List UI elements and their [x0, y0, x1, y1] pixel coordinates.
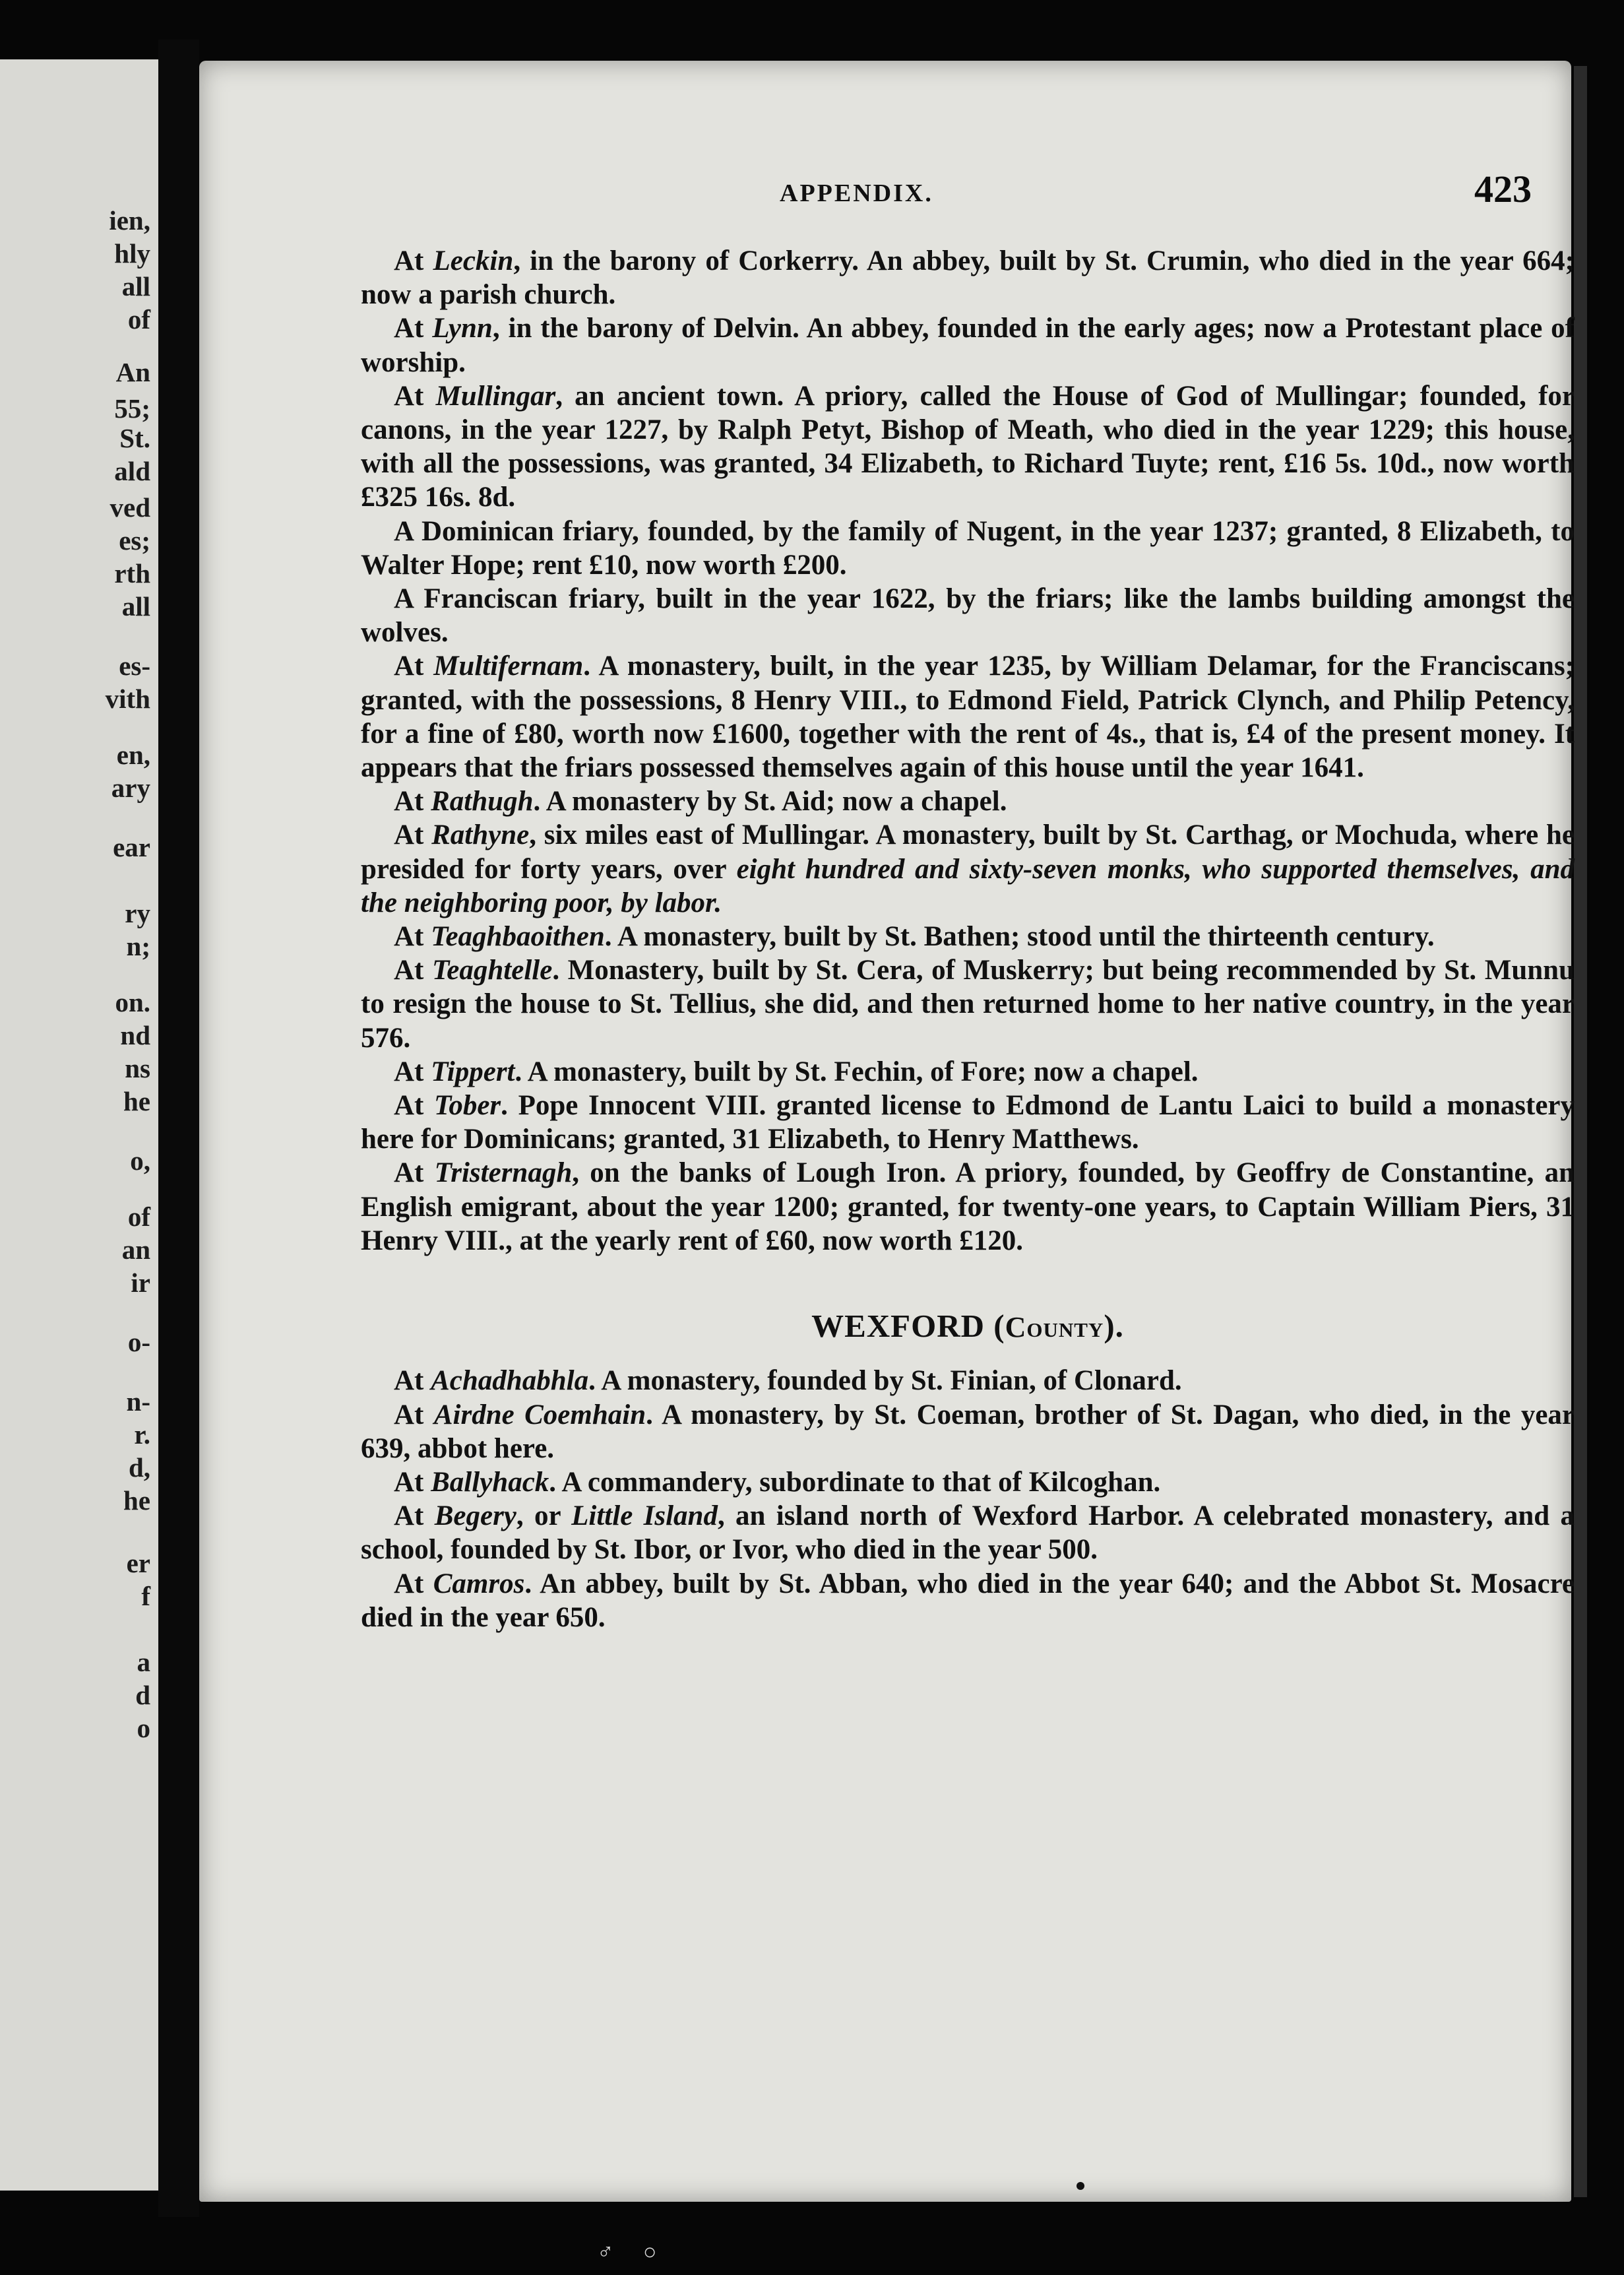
entry-italic-text: eight hundred and sixty-seven monks, who supported themselves, and the neighboring poor, by labor. — [361, 853, 1575, 918]
facing-page-fragment: 55; — [114, 393, 150, 424]
entry-prefix: At — [394, 1090, 435, 1122]
entry-paragraph — [361, 785, 1575, 818]
entry-prefix: At — [394, 1500, 435, 1532]
entry-text: , six miles east of Mullingar. A monastery, built by St. Carthag, or Mochuda, where he presided for forty years, over — [361, 819, 1575, 885]
book-gutter — [158, 40, 199, 2217]
place-name: Leckin — [433, 245, 514, 276]
running-head: APPENDIX. — [780, 179, 933, 207]
place-name: Rathugh — [431, 786, 534, 817]
entry-prefix: At — [394, 651, 434, 682]
entry-text: . A monastery, built by St. Bathen; stood until the thirteenth century. — [604, 921, 1435, 953]
entry-text: . A monastery, by St. Coeman, brother of St. Dagan, who died, in the year 639, abbot here. — [361, 1399, 1575, 1464]
facing-page-fragment: a — [137, 1647, 150, 1677]
facing-page-fragment: St. — [119, 423, 150, 453]
entry-prefix: At — [394, 245, 433, 276]
facing-page-fragment: he — [123, 1485, 150, 1516]
entry-prefix: At — [394, 1157, 435, 1189]
entry-prefix: At — [394, 1399, 434, 1430]
page-edge-shadow — [1574, 66, 1587, 2197]
facing-page-fragment: vith — [105, 684, 150, 714]
place-name: Rathyne — [431, 819, 530, 851]
place-name: Airdne Coemhain — [433, 1399, 646, 1430]
facing-page-fragment: ald — [114, 456, 150, 486]
entry-paragraph — [361, 515, 1575, 582]
facing-page-fragment: ear — [113, 832, 150, 862]
section-title-main: WEXFORD ( — [811, 1308, 1005, 1345]
facing-page-fragment: o, — [130, 1145, 150, 1176]
place-name: Camros — [433, 1568, 525, 1599]
entry-prefix: At — [394, 921, 431, 953]
facing-page-fragment: o- — [127, 1327, 150, 1357]
facing-page-fragment: en, — [116, 740, 150, 770]
entry-prefix: At — [394, 1365, 431, 1397]
entry-text: . A commandery, subordinate to that of Kilcoghan. — [549, 1466, 1161, 1498]
facing-page-fragment: r. — [134, 1419, 150, 1450]
entry-paragraph — [361, 1499, 1575, 1566]
entry-paragraph — [361, 1567, 1575, 1634]
facing-page-edge — [0, 59, 158, 2191]
facing-page-fragment: es; — [119, 525, 150, 556]
westmeath-entries — [361, 244, 1575, 1258]
entry-text: . Monastery, built by St. Cera, of Muskerry; but being recommended by St. Munnu to resign the house to St. Tellius, she did, and then returned home to her native country, in the year 576. — [361, 955, 1575, 1054]
entry-paragraph — [361, 920, 1575, 953]
entry-text: , an island north of Wexford Harbor. A celebrated monastery, and a school, founded by St. Ibor, or Ivor, who died in the year 500. — [361, 1500, 1575, 1566]
facing-page-fragment: he — [123, 1086, 150, 1116]
entry-prefix: At — [394, 1056, 431, 1087]
section-title-close: ). — [1104, 1308, 1124, 1345]
facing-page-fragment: es- — [119, 651, 150, 681]
section-heading-wexford — [361, 1309, 1575, 1344]
facing-page-fragment: n; — [126, 931, 150, 961]
place-name: Tristernagh — [434, 1157, 573, 1189]
entry-paragraph — [361, 1156, 1575, 1258]
entry-text: , in the barony of Corkerry. An abbey, built by St. Crumin, who died in the year 664; now a parish church. — [361, 245, 1575, 311]
entry-paragraph — [361, 818, 1575, 920]
entry-text: , or — [516, 1500, 572, 1532]
entry-paragraph — [361, 582, 1575, 649]
place-name: Multifernam — [433, 651, 584, 682]
entry-paragraph — [361, 244, 1575, 311]
entry-prefix: At — [394, 313, 433, 344]
facing-page-fragment: o — [137, 1713, 150, 1743]
entry-paragraph — [361, 649, 1575, 785]
entry-prefix: At — [394, 380, 436, 412]
place-name: Achadhabhla — [431, 1365, 589, 1397]
entry-text: . An abbey, built by St. Abban, who died in the year 640; and the Abbot St. Mosacre died in the year 650. — [361, 1568, 1575, 1633]
entry-prefix: At — [394, 786, 431, 817]
section-title-small: County — [1005, 1311, 1104, 1344]
entry-prefix: At — [394, 819, 432, 851]
film-marker-2: ○ — [643, 2240, 657, 2264]
place-name: Begery — [434, 1500, 516, 1532]
place-name: Ballyhack — [431, 1466, 549, 1498]
facing-page-fragment: n- — [126, 1386, 150, 1417]
place-name: Lynn — [432, 313, 493, 344]
facing-page-fragment: rth — [114, 558, 150, 589]
entry-prefix: At — [394, 1466, 431, 1498]
film-marker-1: ♂ — [597, 2240, 614, 2264]
entry-paragraph — [361, 311, 1575, 379]
entry-text: . A monastery, built by St. Fechin, of Fore; now a chapel. — [515, 1056, 1199, 1087]
entry-text: . A monastery, built, in the year 1235, by William Delamar, for the Franciscans; granted, with the possessions, 8 Henry VIII., to Edmond Field, Patrick Clynch, and Philip Petency, for a fine of £80, worth now £1600, together with the rent of 4s., that is, £4 of the present money. It appears that the friars possessed themselves again of this house until the year 1641. — [361, 651, 1575, 784]
place-name: Mullingar — [435, 380, 556, 412]
facing-page-fragment: ns — [125, 1053, 150, 1083]
entry-paragraph — [361, 1364, 1575, 1397]
entry-paragraph — [361, 1089, 1575, 1156]
ink-blot — [1077, 2182, 1084, 2190]
entry-paragraph — [361, 1055, 1575, 1089]
entry-paragraph — [361, 379, 1575, 515]
entry-prefix: At — [394, 1568, 433, 1599]
page-header — [199, 168, 1571, 229]
facing-page-fragment: ir — [131, 1267, 150, 1298]
entry-text: . Pope Innocent VIII. granted license to Edmond de Lantu Laici to build a monastery here for Dominicans; granted, 31 Elizabeth, to Henry Matthews. — [361, 1090, 1575, 1155]
facing-page-fragment: f — [141, 1581, 150, 1611]
facing-page-fragment: of — [127, 304, 150, 335]
place-name: Little Island — [571, 1500, 718, 1532]
entry-text: . A monastery by St. Aid; now a chapel. — [533, 786, 1007, 817]
facing-page-fragment: on. — [115, 987, 150, 1017]
facing-page-fragment: of — [127, 1202, 150, 1232]
entry-text: A Dominican friary, founded, by the family of Nugent, in the year 1237; granted, 8 Elizabeth, to Walter Hope; rent £10, now worth £200. — [361, 515, 1575, 581]
place-name: Tober — [434, 1090, 501, 1122]
place-name: Teaghbaoithen — [431, 921, 605, 953]
wexford-entries — [361, 1364, 1575, 1634]
facing-page-fragment: an — [121, 1234, 150, 1265]
facing-page-fragment: hly — [114, 238, 150, 269]
entry-text: . A monastery, founded by St. Finian, of Clonard. — [588, 1365, 1182, 1397]
entry-text: , in the barony of Delvin. An abbey, founded in the early ages; now a Protestant place of worship. — [361, 313, 1575, 378]
entry-text: , an ancient town. A priory, called the House of God of Mullingar; founded, for canons, in the year 1227, by Ralph Petyt, Bishop of Meath, who died in the year 1229; this house, with all the possessions, was granted, 34 Elizabeth, to Richard Tuyte; rent, £16 5s. 10d., now worth £325 16s. 8d. — [361, 380, 1575, 513]
facing-page-fragment: ary — [111, 773, 150, 803]
entry-text: , on the banks of Lough Iron. A priory, founded, by Geoffry de Constantine, an English emigrant, about the year 1200; granted, for twenty-one years, to Captain William Piers, 31 Henry VIII., at the yearly rent of £60, now worth £120. — [361, 1157, 1575, 1256]
facing-page-fragment: ved — [109, 492, 150, 523]
entry-text: A Franciscan friary, built in the year 1622, by the friars; like the lambs building amongst the wolves. — [361, 583, 1575, 649]
entry-prefix: At — [394, 955, 432, 986]
entry-paragraph — [361, 1465, 1575, 1499]
facing-page-fragment: all — [121, 271, 150, 302]
facing-page-fragment: d — [135, 1680, 150, 1710]
facing-page-fragment: all — [121, 591, 150, 622]
place-name: Tippert — [431, 1056, 515, 1087]
place-name: Teaghtelle — [431, 955, 553, 986]
facing-page-fragment: er — [126, 1548, 150, 1578]
facing-page-fragment: ien, — [109, 205, 150, 236]
facing-page-fragment: d, — [128, 1452, 150, 1483]
page-body — [361, 244, 1575, 1634]
facing-page-fragment: ry — [125, 898, 150, 928]
facing-page-fragment: nd — [120, 1020, 150, 1050]
entry-paragraph — [361, 1398, 1575, 1465]
book-page — [199, 61, 1575, 2202]
page-number: 423 — [1474, 168, 1532, 210]
entry-paragraph — [361, 953, 1575, 1055]
facing-page-fragment: An — [115, 357, 150, 387]
